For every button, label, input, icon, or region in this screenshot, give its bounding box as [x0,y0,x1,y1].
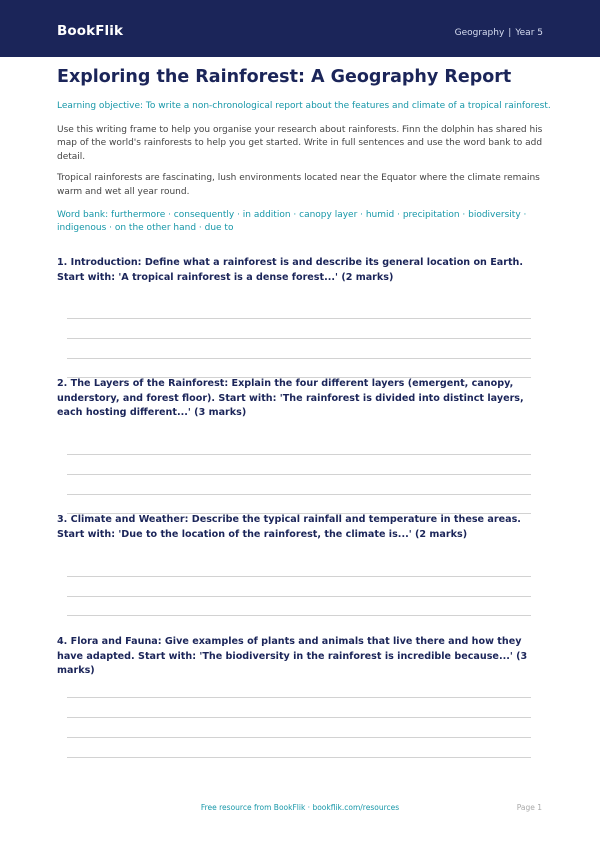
year-label: Year 5 [515,28,543,38]
answer-line[interactable] [67,737,531,738]
question-4 [57,635,543,679]
answer-line[interactable] [67,576,531,577]
page-number: Page 1 [516,803,542,812]
answer-line[interactable] [67,717,531,718]
intro-section [57,66,551,236]
question-3 [57,513,543,542]
answer-line[interactable] [67,474,531,475]
subject-label: Geography [454,28,505,38]
header-meta [455,28,543,38]
word-bank: Word bank: furthermore · consequently · in addition · canopy layer · humid · precipitation · biodiversity · indigenous · on the other hand · due to [57,210,527,234]
brand-logo[interactable]: BookFlik [57,23,124,39]
answer-line[interactable] [67,454,531,455]
answer-line[interactable] [67,596,531,597]
question-1 [57,256,543,285]
learning-objective: Learning objective: To write a non-chronological report about the features and climate of a tropical rainforest. [57,101,551,111]
page-header [0,0,600,57]
answer-line[interactable] [67,757,531,758]
answer-line[interactable] [67,358,531,359]
intro-paragraph: Use this writing frame to help you organise your research about rainforests. Finn the dolphin has shared his map of the world's rainforests to help you get started. Write in full sentences and use the word bank to add detail. [57,125,543,162]
footer-resource-link[interactable]: Free resource from BookFlik · bookflik.com/resources [200,803,400,812]
page-title: Exploring the Rainforest: A Geography Report [57,67,512,87]
answer-line[interactable] [67,494,531,495]
context-paragraph: Tropical rainforests are fascinating, lush environments located near the Equator where the climate remains warm and wet all year round. [57,173,540,197]
question-2 [57,377,543,421]
answer-line[interactable] [67,697,531,698]
header-separator: | [508,28,512,38]
question-text: 2. The Layers of the Rainforest: Explain the four different layers (emergent, canopy, understory, and forest floor). Start with: 'The rainforest is divided into distinct layers, each hosting different...' (3 marks) [57,378,524,419]
answer-line[interactable] [67,318,531,319]
question-text: 1. Introduction: Define what a rainforest is and describe its general location on Earth. Start with: 'A tropical rainforest is a dense forest...' (2 marks) [57,257,524,283]
answer-line[interactable] [67,338,531,339]
answer-line[interactable] [67,615,531,616]
question-text: 4. Flora and Fauna: Give examples of plants and animals that live there and how they have adapted. Start with: 'The biodiversity in the rainforest is incredible because...' (3 marks) [57,636,528,677]
question-text: 3. Climate and Weather: Describe the typical rainfall and temperature in these areas. Start with: 'Due to the location of the rainforest, the climate is...' (2 marks) [57,514,521,540]
